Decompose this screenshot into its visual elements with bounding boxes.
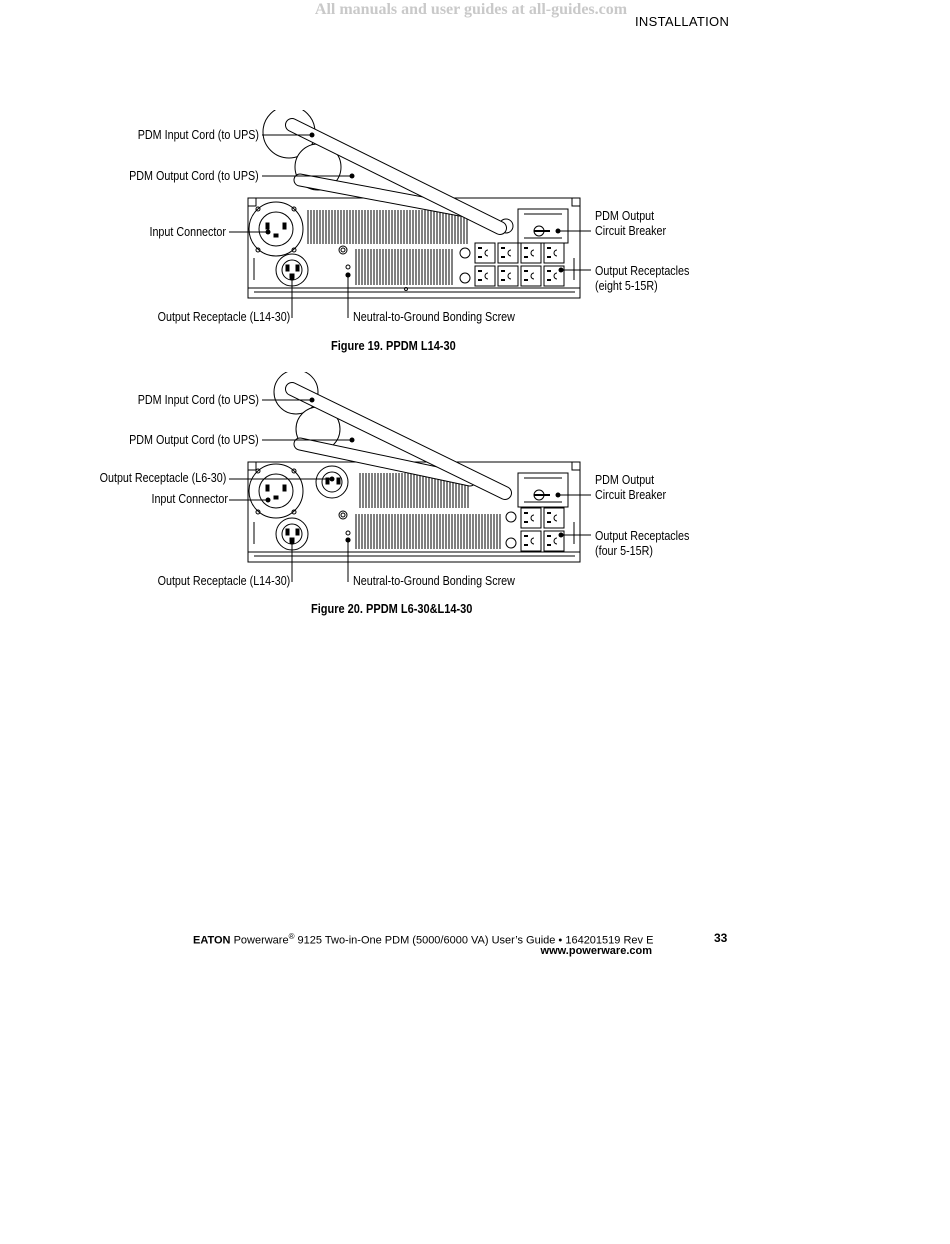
footer-brand: EATON	[193, 934, 231, 947]
vent-lower	[356, 514, 500, 549]
label-output-receptacle-l14: Output Receptacle (L14-30)	[157, 310, 290, 324]
vent-upper	[308, 210, 467, 244]
label-output-receptacle-l6: Output Receptacle (L6-30)	[99, 471, 226, 485]
figure-20-caption: Figure 20. PPDM L6-30&L14-30	[311, 602, 473, 616]
page-number: 33	[714, 931, 728, 945]
receptacle-bank	[521, 508, 564, 551]
label-receptacles-line2: (four 5-15R)	[595, 544, 653, 558]
label-breaker-line2: Circuit Breaker	[595, 224, 667, 238]
label-output-cord: PDM Output Cord (to UPS)	[129, 169, 259, 183]
label-input-cord: PDM Input Cord (to UPS)	[137, 393, 259, 407]
figure-20	[0, 372, 950, 622]
footer-url[interactable]: www.powerware.com	[540, 945, 652, 957]
label-breaker-line1: PDM Output	[595, 473, 655, 487]
label-input-connector: Input Connector	[149, 225, 226, 239]
receptacle-bank	[475, 243, 564, 286]
l6-30-receptacle	[316, 466, 348, 498]
figure-19	[0, 110, 950, 360]
cords	[263, 110, 500, 228]
footer-title: 9125 Two-in-One PDM (5000/6000 VA) User’s Guide • 164201519 Rev E	[294, 934, 654, 947]
figure-19-caption: Figure 19. PPDM L14-30	[331, 339, 456, 353]
label-breaker-line2: Circuit Breaker	[595, 488, 667, 502]
label-receptacles-line2: (eight 5-15R)	[595, 279, 658, 293]
label-input-connector: Input Connector	[151, 492, 228, 506]
label-breaker-line1: PDM Output	[595, 209, 655, 223]
label-output-cord: PDM Output Cord (to UPS)	[129, 433, 259, 447]
label-output-receptacle-l14: Output Receptacle (L14-30)	[157, 574, 290, 588]
footer-product: Powerware	[233, 934, 289, 947]
section-header: INSTALLATION	[635, 14, 730, 29]
label-receptacles-line1: Output Receptacles	[595, 264, 690, 278]
label-bonding-screw: Neutral-to-Ground Bonding Screw	[353, 574, 515, 588]
label-bonding-screw: Neutral-to-Ground Bonding Screw	[353, 310, 515, 324]
watermark: All manuals and user guides at all-guides.com	[314, 1, 628, 18]
vent-lower	[356, 249, 452, 285]
label-input-cord: PDM Input Cord (to UPS)	[137, 128, 259, 142]
label-receptacles-line1: Output Receptacles	[595, 529, 690, 543]
footer-registered: ®	[288, 932, 295, 941]
